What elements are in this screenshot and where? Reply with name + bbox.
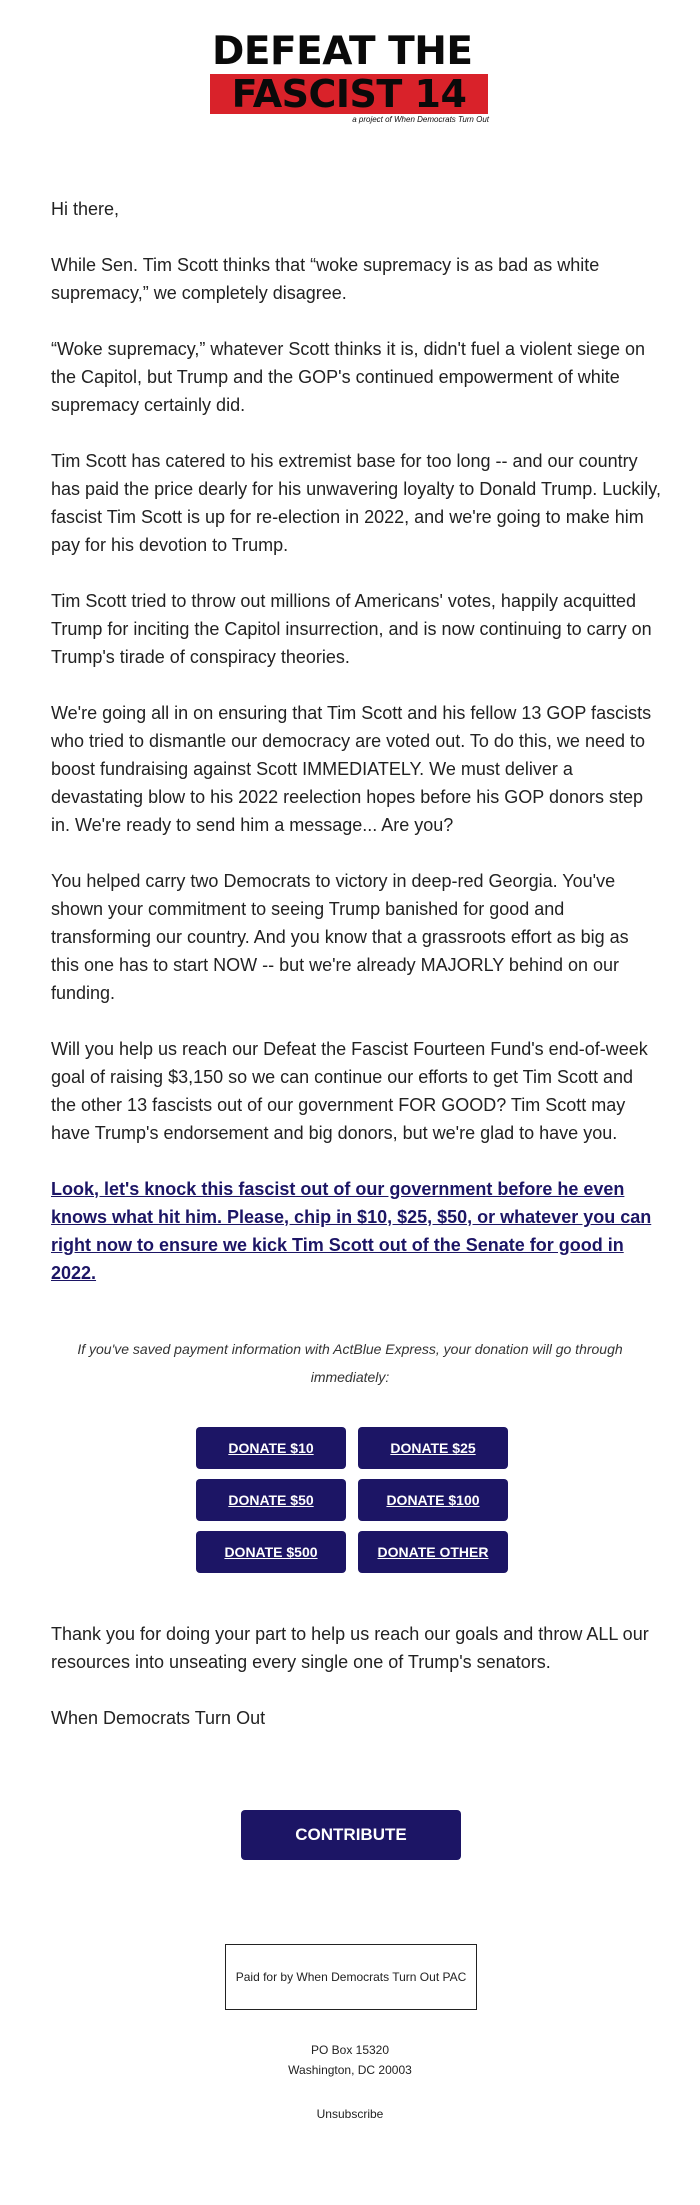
address-line-1: PO Box 15320 (310, 2043, 390, 2057)
logo-line-1: DEFEAT THE (212, 29, 473, 74)
greeting: Hi there, (51, 199, 120, 219)
paragraph-7: Will you help us reach our Defeat the Fascist Fourteen Fund's end-of-week goal of raising $3,150 so we can continue our efforts to get Tim Scott and the other 13 fascists out of our government FOR GOOD? Tim Scott may have Trump's endorsement and big donors, but we're glad to have you. (51, 1039, 648, 1143)
signature: When Democrats Turn Out (51, 1708, 266, 1728)
paragraph-3: Tim Scott has catered to his extremist base for too long -- and our country has paid the price dearly for his unwavering loyalty to Donald Trump. Luckily, fascist Tim Scott is up for re-election in 2022, and we're going to make him pay for his devotion to Trump. (51, 451, 661, 555)
paid-for-text: Paid for by When Democrats Turn Out PAC (235, 1970, 467, 1984)
donate-100-button[interactable]: DONATE $100 (358, 1479, 508, 1521)
paragraph-2: “Woke supremacy,” whatever Scott thinks it is, didn't fuel a violent siege on the Capitol, but Trump and the GOP's continued empowerment of white supremacy certainly did. (51, 339, 646, 415)
donate-10-button[interactable]: DONATE $10 (196, 1427, 346, 1469)
defeat-the-fascist-14-logo (200, 30, 495, 125)
unsubscribe-link[interactable]: Unsubscribe (316, 2107, 384, 2121)
logo-line-2: FASCIST 14 (231, 72, 467, 116)
paragraph-1: While Sen. Tim Scott thinks that “woke supremacy is as bad as white supremacy,” we completely disagree. (51, 255, 600, 303)
mailing-address (200, 2040, 500, 2080)
donate-500-button[interactable]: DONATE $500 (196, 1531, 346, 1573)
actblue-express-note: If you've saved payment information with ActBlue Express, your donation will go through immediately: (77, 1341, 623, 1385)
address-line-2: Washington, DC 20003 (288, 2063, 412, 2077)
unsubscribe-link-wrap (200, 2107, 500, 2121)
paid-for-box (225, 1944, 477, 2010)
thank-you-paragraph: Thank you for doing your part to help us reach our goals and throw ALL our resources into unseating every single one of Trump's senators. (51, 1624, 649, 1672)
donate-25-button[interactable]: DONATE $25 (358, 1427, 508, 1469)
email-body (51, 195, 661, 1287)
paragraph-4: Tim Scott tried to throw out millions of Americans' votes, happily acquitted Trump for inciting the Capitol insurrection, and is now continuing to carry on Trump's tirade of conspiracy theories. (51, 591, 652, 667)
chip-in-link[interactable]: Look, let's knock this fascist out of our government before he even knows what hit him. Please, chip in $10, $25, $50, or whatever you can right now to ensure we kick Tim Scott out of the Senate for good in 2022. (51, 1179, 652, 1283)
logo-tagline: a project of When Democrats Turn Out (352, 115, 489, 124)
closing-section (51, 1620, 661, 1760)
donate-50-button[interactable]: DONATE $50 (196, 1479, 346, 1521)
contribute-button[interactable]: CONTRIBUTE (241, 1810, 461, 1860)
paragraph-5: We're going all in on ensuring that Tim Scott and his fellow 13 GOP fascists who tried to dismantle our democracy are voted out. To do this, we need to boost fundraising against Scott IMMEDIATELY. We must deliver a devastating blow to his 2022 reelection hopes before his GOP donors step in. We're ready to send him a message... Are you? (51, 703, 652, 835)
donate-other-button[interactable]: DONATE OTHER (358, 1531, 508, 1573)
paragraph-6: You helped carry two Democrats to victory in deep-red Georgia. You've shown your commitment to seeing Trump banished for good and transforming our country. And you know that a grassroots effort as big as this one has to start NOW -- but we're already MAJORLY behind on our funding. (51, 871, 629, 1003)
logo-red-band (210, 74, 488, 114)
